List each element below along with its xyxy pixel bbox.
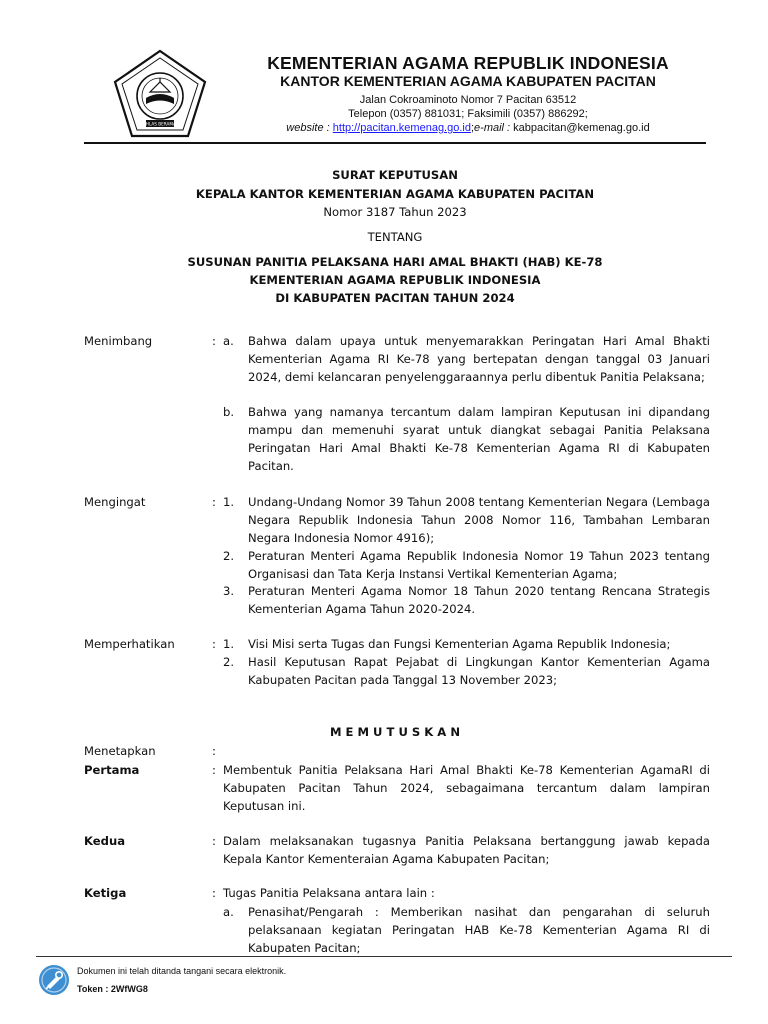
list-number: a. [223,334,234,348]
colon: : [212,334,216,348]
colon: : [212,834,216,848]
ketiga-intro: Tugas Panitia Pelaksana antara lain : [223,886,435,900]
memperhatikan-label: Memperhatikan [84,637,175,651]
about-heading: TENTANG [367,230,423,244]
esign-note: Dokumen ini telah ditanda tangani secara elektronik. [77,966,287,976]
list-number: 2. [223,655,235,669]
list-number: 1. [223,495,235,509]
menimbang-item: Bahwa dalam upaya untuk menyemarakkan Peringatan Hari Amal Bhakti Kementerian Agama RI Ke-78 yang bertepatan dengan tanggal 03 Januari 2024, demi kelancaran penyelenggaraannya perlu dibentuk Panitia Pelaksana; [248,334,710,384]
office-address: Jalan Cokroaminoto Nomor 7 Pacitan 63512 [359,94,577,106]
office-phone: Telepon (0357) 881031; Faksimili (0357) 886292; [348,108,588,120]
ministry-name: KEMENTERIAN AGAMA REPUBLIK INDONESIA [267,53,669,73]
esign-token: Token : 2WfWG8 [77,984,148,994]
subject-line-3: DI KABUPATEN PACITAN TAHUN 2024 [275,291,515,305]
mengingat-item: Undang-Undang Nomor 39 Tahun 2008 tentang Kementerian Negara (Lembaga Negara Republik Indonesia Tahun 2008 Nomor 116, Tambahan Lembaran Negara Indonesia Nomor 4916); [248,495,710,545]
ketiga-label: Ketiga [84,886,127,900]
logo-motto: IKHLAS BERAMAL [141,121,179,127]
colon: : [212,763,216,777]
list-number: 2. [223,549,235,563]
email-label: e-mail : [474,122,511,134]
colon: : [212,744,216,758]
memutuskan-heading: M E M U T U S K A N [329,725,461,739]
kedua-text: Dalam melaksanakan tugasnya Panitia Pelaksana bertanggung jawab kepada Kepala Kantor Kementeraian Agama Kabupaten Pacitan; [223,834,710,866]
pertama-label: Pertama [84,763,140,777]
website-link[interactable]: http://pacitan.kemenag.go.id [332,122,471,134]
menimbang-label: Menimbang [84,334,153,348]
menetapkan-label: Menetapkan [84,744,156,758]
memperhatikan-item: Hasil Keputusan Rapat Pejabat di Lingkungan Kantor Kementerian Agama Kabupaten Pacitan pada Tanggal 13 November 2023; [248,655,710,687]
colon: : [212,495,216,509]
e-signature-icon [38,964,70,996]
colon: : [212,637,216,651]
mengingat-item: Peraturan Menteri Agama Nomor 18 Tahun 2020 tentang Rencana Strategis Kementerian Agama Tahun 2020-2024. [248,584,710,616]
list-number: b. [223,405,235,419]
separator: ; [470,122,475,134]
email-address: kabpacitan@kemenag.go.id [513,122,650,134]
subject-line-1: SUSUNAN PANITIA PELAKSANA HARI AMAL BHAKTI (HAB) KE-78 [187,255,603,269]
colon: : [212,886,216,900]
pertama-text: Membentuk Panitia Pelaksana Hari Amal Bhakti Ke-78 Kementerian AgamaRI di Kabupaten Pacitan Tahun 2024, sebagaimana tercantum dalam lampiran Keputusan ini. [223,763,710,813]
list-number: 3. [223,584,235,598]
footer-divider [36,956,732,957]
subject-line-2: KEMENTERIAN AGAMA REPUBLIK INDONESIA [249,273,541,287]
memperhatikan-item: Visi Misi serta Tugas dan Fungsi Kementerian Agama Republik Indonesia; [248,637,671,651]
website-label: website : [286,122,330,134]
kedua-label: Kedua [84,834,126,848]
list-number: 1. [223,637,235,651]
letterhead-divider [84,142,706,144]
list-number: a. [223,905,234,919]
document-issuer: KEPALA KANTOR KEMENTERIAN AGAMA KABUPATEN PACITAN [195,187,595,201]
document-number: Nomor 3187 Tahun 2023 [323,205,467,219]
ketiga-item: Penasihat/Pengarah : Memberikan nasihat dan pengarahan di seluruh pelaksanaan kegiatan Peringatan HAB Ke-78 Kementerian Agama RI di Kabupaten Pacitan; [248,905,710,955]
menimbang-item: Bahwa yang namanya tercantum dalam lampiran Keputusan ini dipandang mampu dan memenuhi syarat untuk diangkat sebagai Panitia Pelaksana Peringatan Hari Amal Bhakti Ke-78 Kementerian Agama RI di Kabupaten Pacitan. [248,405,710,473]
office-contacts [218,122,718,134]
office-name: KANTOR KEMENTERIAN AGAMA KABUPATEN PACITAN [280,73,656,89]
document-type: SURAT KEPUTUSAN [332,168,458,182]
mengingat-item: Peraturan Menteri Agama Republik Indonesia Nomor 19 Tahun 2023 tentang Organisasi dan Tata Kerja Instansi Vertikal Kementerian Agama; [248,549,710,581]
kemenag-logo [110,48,210,140]
mengingat-label: Mengingat [84,495,146,509]
